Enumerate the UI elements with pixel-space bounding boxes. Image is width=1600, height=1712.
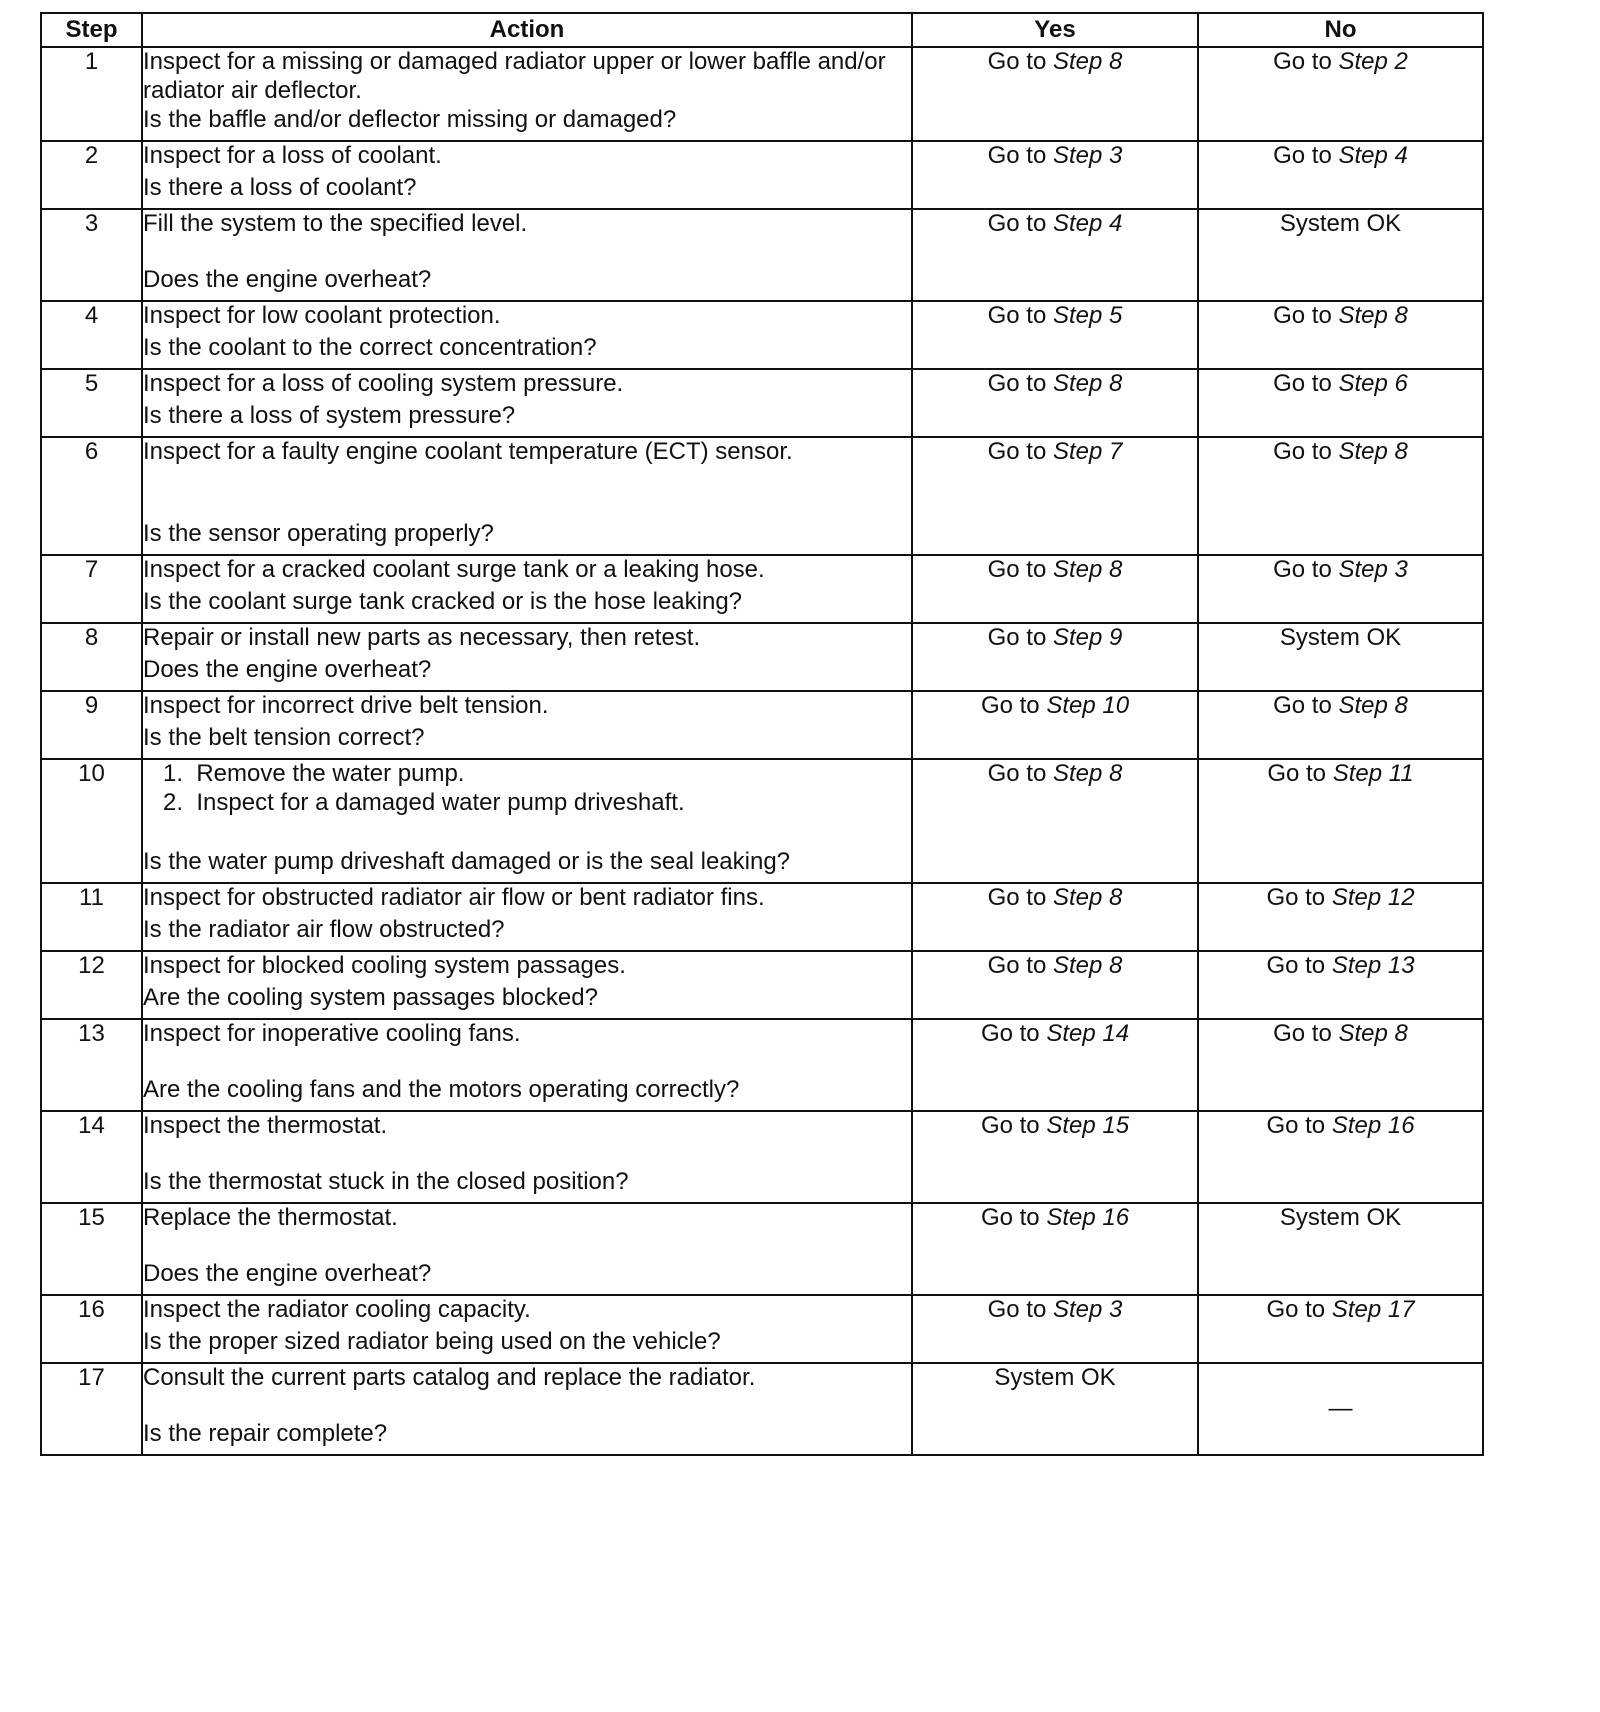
no-outcome-text: Go to: [1273, 1020, 1332, 1047]
action-question: Is the baffle and/or deflector missing or damaged?: [143, 106, 677, 134]
step-number: 7: [41, 555, 142, 623]
action-step-item: 2. Inspect for a damaged water pump driveshaft.: [163, 788, 685, 816]
action-question: Does the engine overheat?: [143, 266, 432, 294]
step-number: 12: [41, 951, 142, 1019]
action-question: Is the belt tension correct?: [143, 724, 425, 752]
action-instruction: Repair or install new parts as necessary, then retest.: [143, 624, 701, 651]
header-step: Step: [41, 13, 142, 47]
action-question: Are the cooling fans and the motors operating correctly?: [143, 1076, 740, 1104]
action-instruction: Inspect the thermostat.: [143, 1112, 388, 1139]
no-outcome-step-link: Step 8: [1338, 438, 1408, 465]
yes-outcome: [912, 951, 1198, 1019]
no-outcome: [1198, 1019, 1483, 1111]
yes-outcome-text: Go to: [987, 48, 1047, 75]
yes-outcome-text: Go to: [987, 210, 1047, 237]
action-instruction: Inspect for blocked cooling system passages.: [143, 952, 626, 979]
action-cell: [142, 691, 912, 759]
action-cell: [142, 1019, 912, 1111]
yes-outcome-step-link: Step 8: [1052, 952, 1123, 979]
action-instruction: Inspect for a cracked coolant surge tank or a leaking hose.: [143, 556, 765, 583]
no-outcome: [1198, 1203, 1483, 1295]
action-question: Is there a loss of system pressure?: [143, 402, 516, 430]
yes-outcome-text: Go to: [980, 1112, 1040, 1139]
no-outcome-step-link: Step 6: [1338, 370, 1408, 397]
action-question: Is there a loss of coolant?: [143, 174, 417, 202]
no-outcome: [1198, 437, 1483, 555]
yes-outcome-text: Go to: [987, 624, 1047, 651]
no-outcome: [1198, 47, 1483, 141]
action-question: Is the coolant to the correct concentration?: [143, 334, 597, 362]
no-outcome-step-link: Step 2: [1338, 48, 1408, 75]
yes-outcome: [912, 1203, 1198, 1295]
yes-outcome-step-link: Step 5: [1052, 302, 1123, 329]
no-outcome-text: Go to: [1266, 1112, 1326, 1139]
yes-outcome-text: Go to: [987, 302, 1047, 329]
action-cell: [142, 1203, 912, 1295]
table-row: [41, 1111, 1483, 1203]
yes-outcome: [912, 759, 1198, 883]
yes-outcome-text: System OK: [994, 1364, 1116, 1391]
no-outcome-step-link: Step 3: [1338, 556, 1408, 583]
yes-outcome: [912, 437, 1198, 555]
action-instruction: Inspect the radiator cooling capacity.: [143, 1296, 531, 1323]
header-row: [41, 13, 1483, 47]
action-cell: [142, 759, 912, 883]
step-number: 4: [41, 301, 142, 369]
no-outcome: [1198, 369, 1483, 437]
yes-outcome-step-link: Step 4: [1052, 210, 1123, 237]
yes-outcome-text: Go to: [987, 142, 1047, 169]
no-outcome-text: Go to: [1273, 48, 1332, 75]
no-outcome-text: Go to: [1273, 438, 1332, 465]
action-cell: [142, 951, 912, 1019]
yes-outcome-text: Go to: [987, 884, 1047, 911]
no-outcome-step-link: Step 13: [1331, 952, 1415, 979]
action-question: Is the water pump driveshaft damaged or is the seal leaking?: [143, 848, 791, 876]
action-cell: [142, 369, 912, 437]
action-question: Is the thermostat stuck in the closed position?: [143, 1168, 629, 1196]
action-question: Is the proper sized radiator being used on the vehicle?: [143, 1328, 721, 1356]
yes-outcome-step-link: Step 3: [1052, 142, 1123, 169]
action-cell: [142, 141, 912, 209]
no-outcome-text: System OK: [1279, 1204, 1402, 1231]
no-outcome: [1198, 691, 1483, 759]
step-number: 13: [41, 1019, 142, 1111]
step-number: 15: [41, 1203, 142, 1295]
yes-outcome: [912, 883, 1198, 951]
yes-outcome-step-link: Step 8: [1052, 48, 1123, 75]
action-instruction: Fill the system to the specified level.: [143, 210, 528, 237]
no-outcome-text: Go to: [1266, 952, 1326, 979]
no-outcome-text: Go to: [1266, 1296, 1326, 1323]
step-number: 14: [41, 1111, 142, 1203]
action-instruction: Inspect for low coolant protection.: [143, 302, 501, 329]
yes-outcome-step-link: Step 9: [1052, 624, 1123, 651]
no-outcome: [1198, 1111, 1483, 1203]
yes-outcome: [912, 1295, 1198, 1363]
action-cell: [142, 301, 912, 369]
step-number: 16: [41, 1295, 142, 1363]
action-instruction: Inspect for inoperative cooling fans.: [143, 1020, 521, 1047]
no-outcome-text: —: [1328, 1394, 1353, 1422]
yes-outcome-text: Go to: [987, 556, 1047, 583]
no-outcome-step-link: Step 8: [1338, 302, 1408, 329]
action-instruction: Inspect for a missing or damaged radiator upper or lower baffle and/or radiator air deflector.: [143, 48, 886, 104]
no-outcome: [1198, 759, 1483, 883]
header-no: No: [1198, 13, 1483, 47]
step-number: 8: [41, 623, 142, 691]
step-number: 9: [41, 691, 142, 759]
yes-outcome: [912, 369, 1198, 437]
header-action: Action: [142, 13, 912, 47]
no-outcome-text: Go to: [1273, 302, 1332, 329]
yes-outcome: [912, 623, 1198, 691]
action-cell: [142, 437, 912, 555]
no-outcome: [1198, 951, 1483, 1019]
no-outcome-step-link: Step 4: [1338, 142, 1408, 169]
no-outcome-text: System OK: [1279, 624, 1402, 651]
no-outcome: [1198, 883, 1483, 951]
yes-outcome: [912, 1019, 1198, 1111]
action-question: Does the engine overheat?: [143, 1260, 432, 1288]
yes-outcome: [912, 555, 1198, 623]
table-row: [41, 437, 1483, 555]
action-step-item: 1. Remove the water pump.: [163, 760, 465, 787]
yes-outcome-step-link: Step 8: [1052, 760, 1123, 787]
action-instruction: Inspect for obstructed radiator air flow or bent radiator fins.: [143, 884, 765, 911]
action-cell: [142, 883, 912, 951]
step-number: 3: [41, 209, 142, 301]
action-cell: [142, 47, 912, 141]
step-number: 2: [41, 141, 142, 209]
table-row: [41, 141, 1483, 209]
no-outcome: [1198, 1363, 1483, 1455]
no-outcome-text: System OK: [1279, 210, 1402, 237]
yes-outcome: [912, 209, 1198, 301]
table-row: [41, 691, 1483, 759]
action-cell: [142, 1295, 912, 1363]
yes-outcome: [912, 47, 1198, 141]
no-outcome-text: Go to: [1273, 692, 1332, 719]
action-question: Are the cooling system passages blocked?: [143, 984, 598, 1012]
yes-outcome-text: Go to: [987, 952, 1047, 979]
yes-outcome-step-link: Step 8: [1052, 884, 1123, 911]
yes-outcome-step-link: Step 14: [1046, 1020, 1130, 1047]
yes-outcome-text: Go to: [987, 760, 1047, 787]
diagnostic-table: [40, 12, 1484, 1456]
action-instruction: Inspect for a loss of coolant.: [143, 142, 442, 169]
no-outcome-step-link: Step 8: [1338, 1020, 1408, 1047]
action-question: Is the coolant surge tank cracked or is the hose leaking?: [143, 588, 743, 616]
no-outcome: [1198, 209, 1483, 301]
table-row: [41, 47, 1483, 141]
table-row: [41, 951, 1483, 1019]
action-question: Is the radiator air flow obstructed?: [143, 916, 505, 944]
header-yes: Yes: [912, 13, 1198, 47]
yes-outcome-text: Go to: [987, 438, 1047, 465]
action-instruction: Consult the current parts catalog and replace the radiator.: [143, 1364, 756, 1391]
no-outcome-step-link: Step 17: [1331, 1296, 1415, 1323]
action-instruction: Inspect for a faulty engine coolant temperature (ECT) sensor.: [143, 438, 793, 465]
no-outcome-step-link: Step 8: [1338, 692, 1408, 719]
action-cell: [142, 555, 912, 623]
no-outcome-step-link: Step 12: [1331, 884, 1415, 911]
yes-outcome-step-link: Step 15: [1046, 1112, 1130, 1139]
table-row: [41, 209, 1483, 301]
action-cell: [142, 209, 912, 301]
action-instruction: Inspect for a loss of cooling system pressure.: [143, 370, 624, 397]
action-question: Is the repair complete?: [143, 1420, 388, 1448]
no-outcome: [1198, 555, 1483, 623]
action-cell: [142, 1111, 912, 1203]
step-number: 11: [41, 883, 142, 951]
no-outcome: [1198, 141, 1483, 209]
no-outcome-text: Go to: [1267, 760, 1327, 787]
yes-outcome: [912, 301, 1198, 369]
action-steps-list: [143, 760, 911, 818]
action-cell: [142, 623, 912, 691]
yes-outcome: [912, 691, 1198, 759]
action-question: Is the sensor operating properly?: [143, 520, 494, 548]
yes-outcome-step-link: Step 8: [1052, 556, 1123, 583]
table-row: [41, 555, 1483, 623]
step-number: 5: [41, 369, 142, 437]
table-row: [41, 301, 1483, 369]
yes-outcome-step-link: Step 3: [1052, 1296, 1123, 1323]
no-outcome-step-link: Step 16: [1331, 1112, 1415, 1139]
no-outcome-text: Go to: [1273, 142, 1332, 169]
yes-outcome-step-link: Step 7: [1052, 438, 1123, 465]
yes-outcome: [912, 1111, 1198, 1203]
table-row: [41, 369, 1483, 437]
table-row: [41, 883, 1483, 951]
no-outcome-text: Go to: [1273, 370, 1332, 397]
table-row: [41, 623, 1483, 691]
no-outcome-step-link: Step 11: [1332, 760, 1414, 787]
step-number: 17: [41, 1363, 142, 1455]
no-outcome: [1198, 1295, 1483, 1363]
no-outcome-text: Go to: [1266, 884, 1326, 911]
yes-outcome: [912, 1363, 1198, 1455]
yes-outcome-text: Go to: [980, 1020, 1040, 1047]
step-number: 6: [41, 437, 142, 555]
yes-outcome-step-link: Step 8: [1052, 370, 1123, 397]
yes-outcome-text: Go to: [980, 1204, 1040, 1231]
table-row: [41, 1363, 1483, 1455]
table-row: [41, 1019, 1483, 1111]
yes-outcome-text: Go to: [987, 370, 1047, 397]
yes-outcome: [912, 141, 1198, 209]
table-row: [41, 1203, 1483, 1295]
yes-outcome-text: Go to: [987, 1296, 1047, 1323]
yes-outcome-step-link: Step 16: [1046, 1204, 1130, 1231]
no-outcome: [1198, 301, 1483, 369]
yes-outcome-step-link: Step 10: [1046, 692, 1130, 719]
yes-outcome-text: Go to: [980, 692, 1040, 719]
table-row: [41, 759, 1483, 883]
table-row: [41, 1295, 1483, 1363]
no-outcome-text: Go to: [1273, 556, 1332, 583]
action-instruction: Inspect for incorrect drive belt tension.: [143, 692, 549, 719]
action-instruction: Replace the thermostat.: [143, 1204, 398, 1231]
step-number: 10: [41, 759, 142, 883]
no-outcome: [1198, 623, 1483, 691]
action-cell: [142, 1363, 912, 1455]
action-question: Does the engine overheat?: [143, 656, 432, 684]
step-number: 1: [41, 47, 142, 141]
